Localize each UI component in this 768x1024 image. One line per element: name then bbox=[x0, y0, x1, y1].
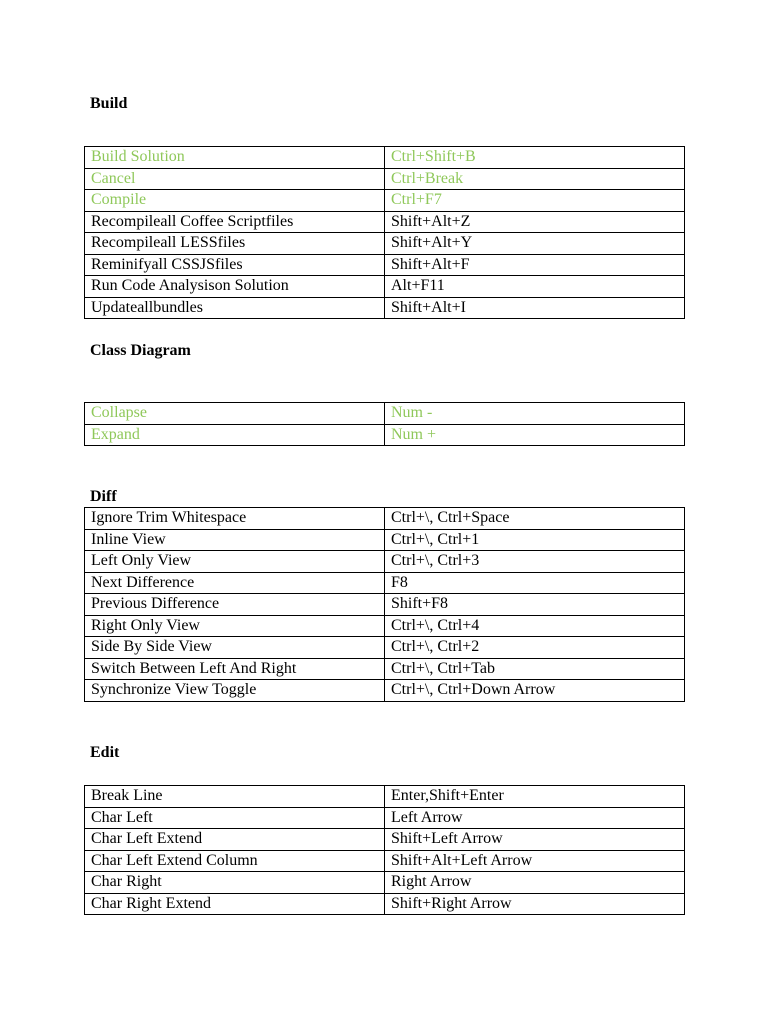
command-cell: Char Right Extend bbox=[85, 893, 385, 915]
shortcut-cell: Num - bbox=[385, 403, 685, 425]
shortcut-cell: Shift+Alt+Left Arrow bbox=[385, 850, 685, 872]
table-row bbox=[85, 147, 685, 169]
table-row bbox=[85, 829, 685, 851]
class-diagram-shortcuts-table bbox=[84, 402, 685, 446]
table-row bbox=[85, 529, 685, 551]
command-cell: Cancel bbox=[85, 168, 385, 190]
command-cell: Synchronize View Toggle bbox=[85, 680, 385, 702]
command-cell: Updateallbundles bbox=[85, 297, 385, 319]
table-row bbox=[85, 680, 685, 702]
shortcut-cell: Ctrl+\, Ctrl+1 bbox=[385, 529, 685, 551]
shortcut-cell: Ctrl+\, Ctrl+3 bbox=[385, 551, 685, 573]
table-row bbox=[85, 168, 685, 190]
shortcut-cell: Enter,Shift+Enter bbox=[385, 786, 685, 808]
table-row bbox=[85, 637, 685, 659]
command-cell: Run Code Analysison Solution bbox=[85, 276, 385, 298]
shortcut-cell: Left Arrow bbox=[385, 807, 685, 829]
shortcut-cell: Alt+F11 bbox=[385, 276, 685, 298]
table-row bbox=[85, 786, 685, 808]
shortcut-cell: Num + bbox=[385, 424, 685, 446]
table-row bbox=[85, 850, 685, 872]
section-heading-build: Build bbox=[90, 95, 128, 112]
command-cell: Compile bbox=[85, 190, 385, 212]
shortcut-cell: Shift+Alt+F bbox=[385, 254, 685, 276]
command-cell: Collapse bbox=[85, 403, 385, 425]
diff-shortcuts-table-wrap bbox=[84, 507, 685, 702]
command-cell: Right Only View bbox=[85, 615, 385, 637]
shortcut-cell: Ctrl+F7 bbox=[385, 190, 685, 212]
section-heading-diff: Diff bbox=[90, 488, 117, 505]
shortcut-cell: Shift+Alt+I bbox=[385, 297, 685, 319]
table-row bbox=[85, 254, 685, 276]
command-cell: Left Only View bbox=[85, 551, 385, 573]
shortcut-cell: F8 bbox=[385, 572, 685, 594]
shortcut-cell: Shift+Left Arrow bbox=[385, 829, 685, 851]
shortcut-cell: Ctrl+\, Ctrl+Down Arrow bbox=[385, 680, 685, 702]
command-cell: Char Left Extend Column bbox=[85, 850, 385, 872]
shortcut-cell: Ctrl+\, Ctrl+Space bbox=[385, 508, 685, 530]
class-diagram-shortcuts-table-wrap bbox=[84, 402, 685, 446]
shortcut-cell: Ctrl+\, Ctrl+Tab bbox=[385, 658, 685, 680]
command-cell: Previous Difference bbox=[85, 594, 385, 616]
shortcut-cell: Ctrl+\, Ctrl+4 bbox=[385, 615, 685, 637]
shortcut-cell: Ctrl+\, Ctrl+2 bbox=[385, 637, 685, 659]
table-row bbox=[85, 508, 685, 530]
build-shortcuts-table bbox=[84, 146, 685, 319]
edit-shortcuts-table-wrap bbox=[84, 785, 685, 915]
shortcut-cell: Shift+Alt+Z bbox=[385, 211, 685, 233]
command-cell: Char Left Extend bbox=[85, 829, 385, 851]
table-row bbox=[85, 233, 685, 255]
table-row bbox=[85, 594, 685, 616]
shortcut-cell: Right Arrow bbox=[385, 872, 685, 894]
diff-shortcuts-table bbox=[84, 507, 685, 702]
table-row bbox=[85, 424, 685, 446]
table-row bbox=[85, 658, 685, 680]
command-cell: Char Right bbox=[85, 872, 385, 894]
command-cell: Next Difference bbox=[85, 572, 385, 594]
shortcut-cell: Shift+Alt+Y bbox=[385, 233, 685, 255]
section-heading-edit: Edit bbox=[90, 744, 120, 761]
shortcut-cell: Shift+F8 bbox=[385, 594, 685, 616]
table-row bbox=[85, 403, 685, 425]
command-cell: Recompileall LESSfiles bbox=[85, 233, 385, 255]
command-cell: Recompileall Coffee Scriptfiles bbox=[85, 211, 385, 233]
command-cell: Break Line bbox=[85, 786, 385, 808]
command-cell: Side By Side View bbox=[85, 637, 385, 659]
table-row bbox=[85, 211, 685, 233]
table-row bbox=[85, 297, 685, 319]
table-row bbox=[85, 807, 685, 829]
table-row bbox=[85, 615, 685, 637]
build-shortcuts-table-wrap bbox=[84, 146, 685, 319]
command-cell: Char Left bbox=[85, 807, 385, 829]
edit-shortcuts-table bbox=[84, 785, 685, 915]
command-cell: Switch Between Left And Right bbox=[85, 658, 385, 680]
shortcut-cell: Shift+Right Arrow bbox=[385, 893, 685, 915]
command-cell: Inline View bbox=[85, 529, 385, 551]
command-cell: Expand bbox=[85, 424, 385, 446]
table-row bbox=[85, 276, 685, 298]
command-cell: Build Solution bbox=[85, 147, 385, 169]
table-row bbox=[85, 190, 685, 212]
shortcut-cell: Ctrl+Shift+B bbox=[385, 147, 685, 169]
table-row bbox=[85, 872, 685, 894]
table-row bbox=[85, 572, 685, 594]
section-heading-class-diagram: Class Diagram bbox=[90, 342, 191, 359]
shortcut-cell: Ctrl+Break bbox=[385, 168, 685, 190]
command-cell: Reminifyall CSSJSfiles bbox=[85, 254, 385, 276]
table-row bbox=[85, 551, 685, 573]
table-row bbox=[85, 893, 685, 915]
command-cell: Ignore Trim Whitespace bbox=[85, 508, 385, 530]
